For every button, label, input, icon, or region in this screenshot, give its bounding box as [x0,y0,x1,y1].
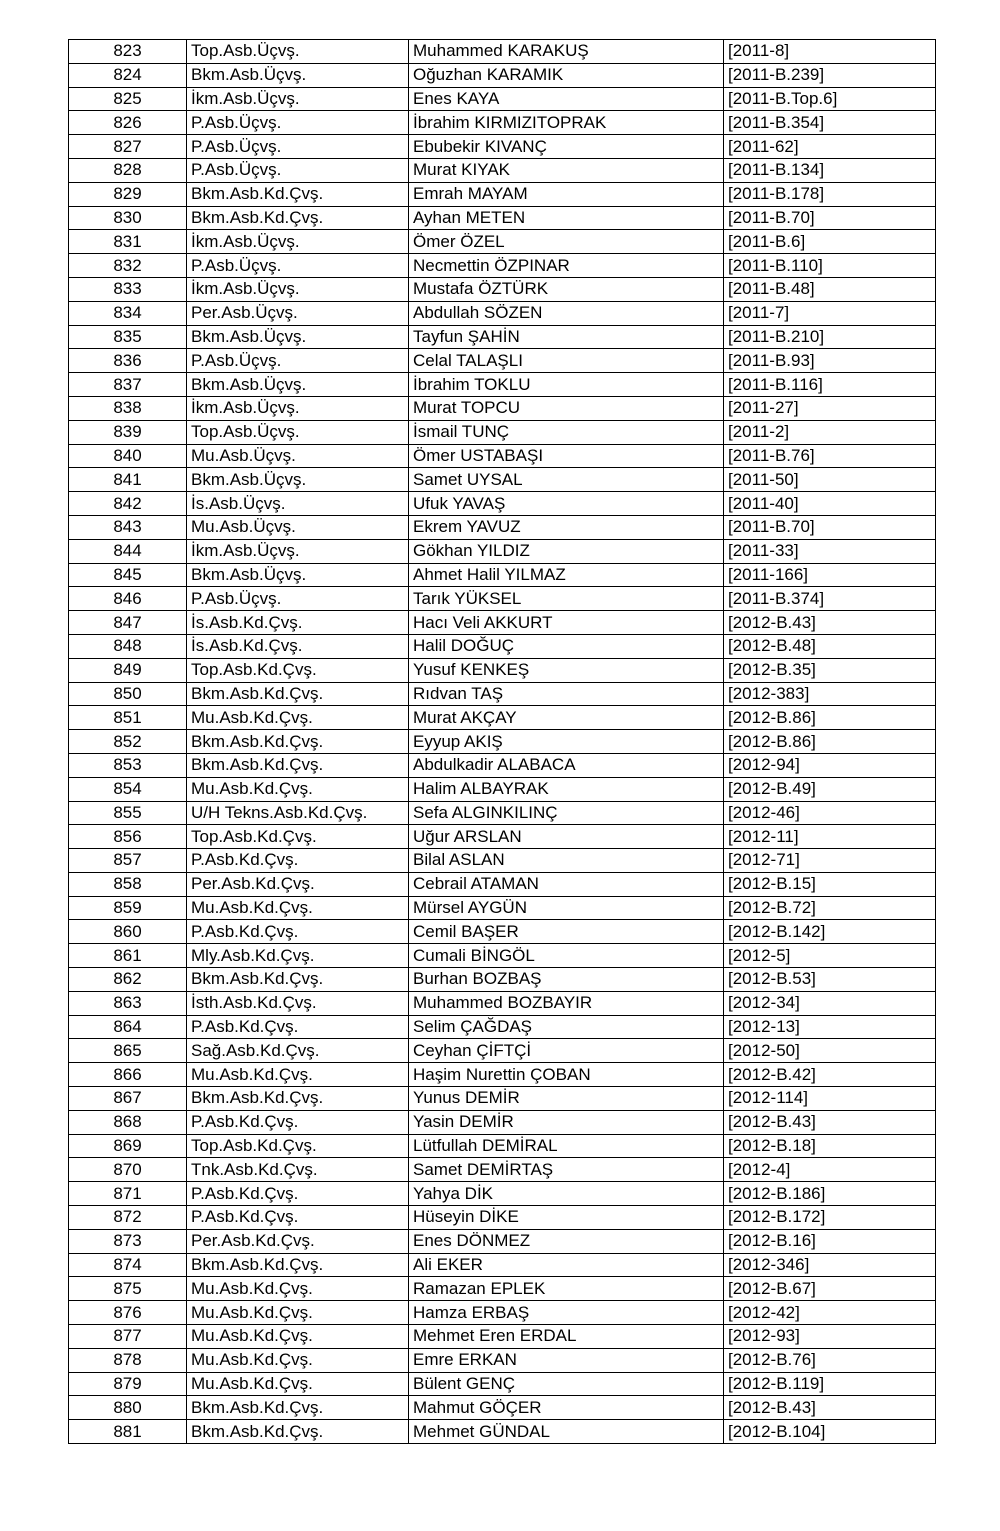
name-cell: Muhammed BOZBAYIR [409,991,724,1015]
code-cell: [2012-B.104] [724,1420,936,1444]
code-cell: [2012-B.43] [724,611,936,635]
name-cell: Mustafa ÖZTÜRK [409,277,724,301]
name-cell: Ayhan METEN [409,206,724,230]
rank-cell: Bkm.Asb.Kd.Çvş. [187,730,409,754]
rank-cell: P.Asb.Üçvş. [187,158,409,182]
row-number-cell: 854 [69,777,187,801]
rank-cell: P.Asb.Üçvş. [187,111,409,135]
rank-cell: Top.Asb.Kd.Çvş. [187,658,409,682]
code-cell: [2012-B.76] [724,1348,936,1372]
row-number-cell: 877 [69,1325,187,1349]
name-cell: Hacı Veli AKKURT [409,611,724,635]
code-cell: [2012-34] [724,991,936,1015]
rank-cell: P.Asb.Üçvş. [187,349,409,373]
table-row [69,1158,936,1182]
rank-cell: İkm.Asb.Üçvş. [187,277,409,301]
name-cell: Necmettin ÖZPINAR [409,254,724,278]
rank-cell: Top.Asb.Kd.Çvş. [187,1134,409,1158]
row-number-cell: 842 [69,492,187,516]
code-cell: [2012-383] [724,682,936,706]
code-cell: [2012-46] [724,801,936,825]
name-cell: Yunus DEMİR [409,1087,724,1111]
rank-cell: Bkm.Asb.Kd.Çvş. [187,1087,409,1111]
row-number-cell: 847 [69,611,187,635]
rank-cell: Mu.Asb.Kd.Çvş. [187,1348,409,1372]
table-row [69,396,936,420]
name-cell: Bülent GENÇ [409,1372,724,1396]
row-number-cell: 871 [69,1182,187,1206]
name-cell: Sefa ALGINKILINÇ [409,801,724,825]
rank-cell: P.Asb.Kd.Çvş. [187,920,409,944]
row-number-cell: 841 [69,468,187,492]
row-number-cell: 832 [69,254,187,278]
rank-cell: Bkm.Asb.Kd.Çvş. [187,1420,409,1444]
name-cell: Cumali BİNGÖL [409,944,724,968]
row-number-cell: 840 [69,444,187,468]
rank-cell: P.Asb.Kd.Çvş. [187,1206,409,1230]
name-cell: İbrahim KIRMIZITOPRAK [409,111,724,135]
table-row [69,1325,936,1349]
rank-cell: Bkm.Asb.Kd.Çvş. [187,968,409,992]
row-number-cell: 866 [69,1063,187,1087]
row-number-cell: 839 [69,420,187,444]
row-number-cell: 879 [69,1372,187,1396]
name-cell: Celal TALAŞLI [409,349,724,373]
name-cell: Yusuf KENKEŞ [409,658,724,682]
row-number-cell: 873 [69,1229,187,1253]
row-number-cell: 834 [69,301,187,325]
table-row [69,492,936,516]
table-row [69,1039,936,1063]
name-cell: Emrah MAYAM [409,182,724,206]
name-cell: Enes KAYA [409,87,724,111]
table-row [69,135,936,159]
rank-cell: İkm.Asb.Üçvş. [187,396,409,420]
name-cell: Ramazan EPLEK [409,1277,724,1301]
table-row [69,63,936,87]
table-row [69,515,936,539]
row-number-cell: 845 [69,563,187,587]
table-row [69,1277,936,1301]
row-number-cell: 846 [69,587,187,611]
code-cell: [2011-B.239] [724,63,936,87]
row-number-cell: 867 [69,1087,187,1111]
table-row [69,658,936,682]
code-cell: [2012-B.186] [724,1182,936,1206]
row-number-cell: 880 [69,1396,187,1420]
name-cell: Yasin DEMİR [409,1110,724,1134]
name-cell: Abdullah SÖZEN [409,301,724,325]
name-cell: Yahya DİK [409,1182,724,1206]
row-number-cell: 865 [69,1039,187,1063]
code-cell: [2012-B.42] [724,1063,936,1087]
table-row [69,849,936,873]
rank-cell: P.Asb.Üçvş. [187,135,409,159]
rank-cell: İsth.Asb.Kd.Çvş. [187,991,409,1015]
row-number-cell: 826 [69,111,187,135]
name-cell: Muhammed KARAKUŞ [409,40,724,64]
code-cell: [2012-B.172] [724,1206,936,1230]
name-cell: İsmail TUNÇ [409,420,724,444]
code-cell: [2012-11] [724,825,936,849]
code-cell: [2011-27] [724,396,936,420]
table-row [69,158,936,182]
table-row [69,111,936,135]
rank-cell: Mly.Asb.Kd.Çvş. [187,944,409,968]
name-cell: İbrahim TOKLU [409,373,724,397]
name-cell: Ali EKER [409,1253,724,1277]
rank-cell: P.Asb.Kd.Çvş. [187,849,409,873]
table-row [69,825,936,849]
code-cell: [2012-B.53] [724,968,936,992]
code-cell: [2011-62] [724,135,936,159]
table-row [69,182,936,206]
name-cell: Haşim Nurettin ÇOBAN [409,1063,724,1087]
name-cell: Eyyup AKIŞ [409,730,724,754]
row-number-cell: 860 [69,920,187,944]
row-number-cell: 838 [69,396,187,420]
row-number-cell: 848 [69,634,187,658]
table-row [69,206,936,230]
table-row [69,444,936,468]
code-cell: [2012-71] [724,849,936,873]
table-row [69,753,936,777]
name-cell: Hamza ERBAŞ [409,1301,724,1325]
row-number-cell: 836 [69,349,187,373]
code-cell: [2012-13] [724,1015,936,1039]
rank-cell: Bkm.Asb.Kd.Çvş. [187,206,409,230]
name-cell: Samet DEMİRTAŞ [409,1158,724,1182]
row-number-cell: 837 [69,373,187,397]
table-row [69,991,936,1015]
name-cell: Murat TOPCU [409,396,724,420]
row-number-cell: 878 [69,1348,187,1372]
rank-cell: Top.Asb.Üçvş. [187,40,409,64]
code-cell: [2012-B.86] [724,730,936,754]
code-cell: [2012-B.67] [724,1277,936,1301]
code-cell: [2011-8] [724,40,936,64]
code-cell: [2011-B.93] [724,349,936,373]
code-cell: [2012-B.18] [724,1134,936,1158]
code-cell: [2012-114] [724,1087,936,1111]
table-row [69,706,936,730]
table-row [69,563,936,587]
personnel-table-body [69,40,936,1444]
rank-cell: U/H Tekns.Asb.Kd.Çvş. [187,801,409,825]
row-number-cell: 824 [69,63,187,87]
code-cell: [2012-B.119] [724,1372,936,1396]
code-cell: [2012-346] [724,1253,936,1277]
name-cell: Murat AKÇAY [409,706,724,730]
name-cell: Gökhan YILDIZ [409,539,724,563]
name-cell: Mehmet Eren ERDAL [409,1325,724,1349]
table-row [69,1182,936,1206]
name-cell: Abdulkadir ALABACA [409,753,724,777]
name-cell: Mürsel AYGÜN [409,896,724,920]
code-cell: [2011-50] [724,468,936,492]
table-row [69,420,936,444]
table-row [69,539,936,563]
row-number-cell: 825 [69,87,187,111]
rank-cell: Bkm.Asb.Üçvş. [187,563,409,587]
rank-cell: P.Asb.Kd.Çvş. [187,1015,409,1039]
row-number-cell: 876 [69,1301,187,1325]
table-row [69,1206,936,1230]
row-number-cell: 823 [69,40,187,64]
rank-cell: Mu.Asb.Kd.Çvş. [187,1372,409,1396]
code-cell: [2012-94] [724,753,936,777]
rank-cell: İkm.Asb.Üçvş. [187,230,409,254]
name-cell: Cebrail ATAMAN [409,872,724,896]
rank-cell: Mu.Asb.Kd.Çvş. [187,896,409,920]
rank-cell: Mu.Asb.Kd.Çvş. [187,1063,409,1087]
table-row [69,872,936,896]
row-number-cell: 872 [69,1206,187,1230]
rank-cell: Bkm.Asb.Üçvş. [187,373,409,397]
name-cell: Mahmut GÖÇER [409,1396,724,1420]
name-cell: Hüseyin DİKE [409,1206,724,1230]
rank-cell: Bkm.Asb.Üçvş. [187,325,409,349]
code-cell: [2011-33] [724,539,936,563]
code-cell: [2011-B.110] [724,254,936,278]
code-cell: [2011-B.116] [724,373,936,397]
table-row [69,730,936,754]
row-number-cell: 844 [69,539,187,563]
name-cell: Halim ALBAYRAK [409,777,724,801]
row-number-cell: 862 [69,968,187,992]
table-row [69,920,936,944]
code-cell: [2011-40] [724,492,936,516]
row-number-cell: 875 [69,1277,187,1301]
code-cell: [2012-B.49] [724,777,936,801]
table-row [69,325,936,349]
rank-cell: Mu.Asb.Üçvş. [187,444,409,468]
table-row [69,1087,936,1111]
row-number-cell: 852 [69,730,187,754]
code-cell: [2011-B.76] [724,444,936,468]
code-cell: [2011-B.48] [724,277,936,301]
row-number-cell: 858 [69,872,187,896]
row-number-cell: 864 [69,1015,187,1039]
code-cell: [2012-B.43] [724,1396,936,1420]
table-row [69,896,936,920]
code-cell: [2011-166] [724,563,936,587]
rank-cell: Mu.Asb.Kd.Çvş. [187,1277,409,1301]
rank-cell: Mu.Asb.Kd.Çvş. [187,706,409,730]
row-number-cell: 857 [69,849,187,873]
table-row [69,87,936,111]
code-cell: [2011-B.70] [724,206,936,230]
table-row [69,1063,936,1087]
rank-cell: P.Asb.Üçvş. [187,254,409,278]
name-cell: Ufuk YAVAŞ [409,492,724,516]
row-number-cell: 869 [69,1134,187,1158]
table-row [69,944,936,968]
name-cell: Bilal ASLAN [409,849,724,873]
row-number-cell: 859 [69,896,187,920]
table-row [69,611,936,635]
code-cell: [2011-B.354] [724,111,936,135]
rank-cell: Mu.Asb.Üçvş. [187,515,409,539]
rank-cell: Per.Asb.Üçvş. [187,301,409,325]
table-row [69,682,936,706]
name-cell: Murat KIYAK [409,158,724,182]
rank-cell: Top.Asb.Kd.Çvş. [187,825,409,849]
code-cell: [2012-B.35] [724,658,936,682]
code-cell: [2011-B.374] [724,587,936,611]
table-row [69,1253,936,1277]
code-cell: [2012-B.48] [724,634,936,658]
table-row [69,777,936,801]
code-cell: [2011-B.134] [724,158,936,182]
code-cell: [2012-B.43] [724,1110,936,1134]
name-cell: Ceyhan ÇİFTÇİ [409,1039,724,1063]
rank-cell: Mu.Asb.Kd.Çvş. [187,1325,409,1349]
name-cell: Tayfun ŞAHİN [409,325,724,349]
table-row [69,468,936,492]
code-cell: [2012-93] [724,1325,936,1349]
code-cell: [2011-B.70] [724,515,936,539]
row-number-cell: 863 [69,991,187,1015]
row-number-cell: 850 [69,682,187,706]
name-cell: Tarık YÜKSEL [409,587,724,611]
name-cell: Enes DÖNMEZ [409,1229,724,1253]
name-cell: Burhan BOZBAŞ [409,968,724,992]
row-number-cell: 874 [69,1253,187,1277]
rank-cell: Mu.Asb.Kd.Çvş. [187,1301,409,1325]
table-row [69,1420,936,1444]
code-cell: [2011-2] [724,420,936,444]
code-cell: [2012-B.15] [724,872,936,896]
table-row [69,1229,936,1253]
table-row [69,373,936,397]
row-number-cell: 881 [69,1420,187,1444]
row-number-cell: 861 [69,944,187,968]
name-cell: Ömer ÖZEL [409,230,724,254]
row-number-cell: 868 [69,1110,187,1134]
table-row [69,801,936,825]
row-number-cell: 830 [69,206,187,230]
rank-cell: İs.Asb.Kd.Çvş. [187,634,409,658]
name-cell: Uğur ARSLAN [409,825,724,849]
rank-cell: Mu.Asb.Kd.Çvş. [187,777,409,801]
row-number-cell: 853 [69,753,187,777]
table-row [69,254,936,278]
rank-cell: P.Asb.Kd.Çvş. [187,1182,409,1206]
name-cell: Emre ERKAN [409,1348,724,1372]
table-row [69,1301,936,1325]
name-cell: Lütfullah DEMİRAL [409,1134,724,1158]
name-cell: Samet UYSAL [409,468,724,492]
row-number-cell: 829 [69,182,187,206]
rank-cell: Sağ.Asb.Kd.Çvş. [187,1039,409,1063]
name-cell: Ahmet Halil YILMAZ [409,563,724,587]
row-number-cell: 827 [69,135,187,159]
name-cell: Ekrem YAVUZ [409,515,724,539]
code-cell: [2011-B.210] [724,325,936,349]
rank-cell: İs.Asb.Üçvş. [187,492,409,516]
code-cell: [2011-B.6] [724,230,936,254]
table-row [69,634,936,658]
row-number-cell: 851 [69,706,187,730]
name-cell: Rıdvan TAŞ [409,682,724,706]
code-cell: [2012-B.86] [724,706,936,730]
code-cell: [2011-7] [724,301,936,325]
rank-cell: Bkm.Asb.Kd.Çvş. [187,682,409,706]
table-row [69,230,936,254]
rank-cell: Bkm.Asb.Kd.Çvş. [187,1253,409,1277]
rank-cell: Bkm.Asb.Üçvş. [187,468,409,492]
row-number-cell: 831 [69,230,187,254]
rank-cell: P.Asb.Üçvş. [187,587,409,611]
table-row [69,1348,936,1372]
table-row [69,1134,936,1158]
table-row [69,1372,936,1396]
name-cell: Cemil BAŞER [409,920,724,944]
code-cell: [2012-5] [724,944,936,968]
row-number-cell: 856 [69,825,187,849]
row-number-cell: 843 [69,515,187,539]
rank-cell: Bkm.Asb.Kd.Çvş. [187,753,409,777]
name-cell: Ömer USTABAŞI [409,444,724,468]
table-row [69,40,936,64]
row-number-cell: 835 [69,325,187,349]
code-cell: [2012-50] [724,1039,936,1063]
rank-cell: Per.Asb.Kd.Çvş. [187,872,409,896]
name-cell: Halil DOĞUÇ [409,634,724,658]
code-cell: [2012-B.16] [724,1229,936,1253]
code-cell: [2012-4] [724,1158,936,1182]
code-cell: [2011-B.Top.6] [724,87,936,111]
name-cell: Oğuzhan KARAMIK [409,63,724,87]
rank-cell: Bkm.Asb.Kd.Çvş. [187,182,409,206]
table-row [69,349,936,373]
table-row [69,587,936,611]
table-row [69,1015,936,1039]
row-number-cell: 849 [69,658,187,682]
rank-cell: İkm.Asb.Üçvş. [187,87,409,111]
row-number-cell: 855 [69,801,187,825]
rank-cell: P.Asb.Kd.Çvş. [187,1110,409,1134]
table-row [69,277,936,301]
row-number-cell: 870 [69,1158,187,1182]
table-row [69,1110,936,1134]
table-row [69,1396,936,1420]
rank-cell: İs.Asb.Kd.Çvş. [187,611,409,635]
code-cell: [2012-B.72] [724,896,936,920]
code-cell: [2012-42] [724,1301,936,1325]
name-cell: Ebubekir KIVANÇ [409,135,724,159]
rank-cell: Per.Asb.Kd.Çvş. [187,1229,409,1253]
row-number-cell: 833 [69,277,187,301]
rank-cell: Top.Asb.Üçvş. [187,420,409,444]
name-cell: Mehmet GÜNDAL [409,1420,724,1444]
table-row [69,301,936,325]
rank-cell: Bkm.Asb.Kd.Çvş. [187,1396,409,1420]
code-cell: [2011-B.178] [724,182,936,206]
code-cell: [2012-B.142] [724,920,936,944]
name-cell: Selim ÇAĞDAŞ [409,1015,724,1039]
table-row [69,968,936,992]
rank-cell: İkm.Asb.Üçvş. [187,539,409,563]
rank-cell: Tnk.Asb.Kd.Çvş. [187,1158,409,1182]
personnel-table [68,39,936,1444]
rank-cell: Bkm.Asb.Üçvş. [187,63,409,87]
row-number-cell: 828 [69,158,187,182]
